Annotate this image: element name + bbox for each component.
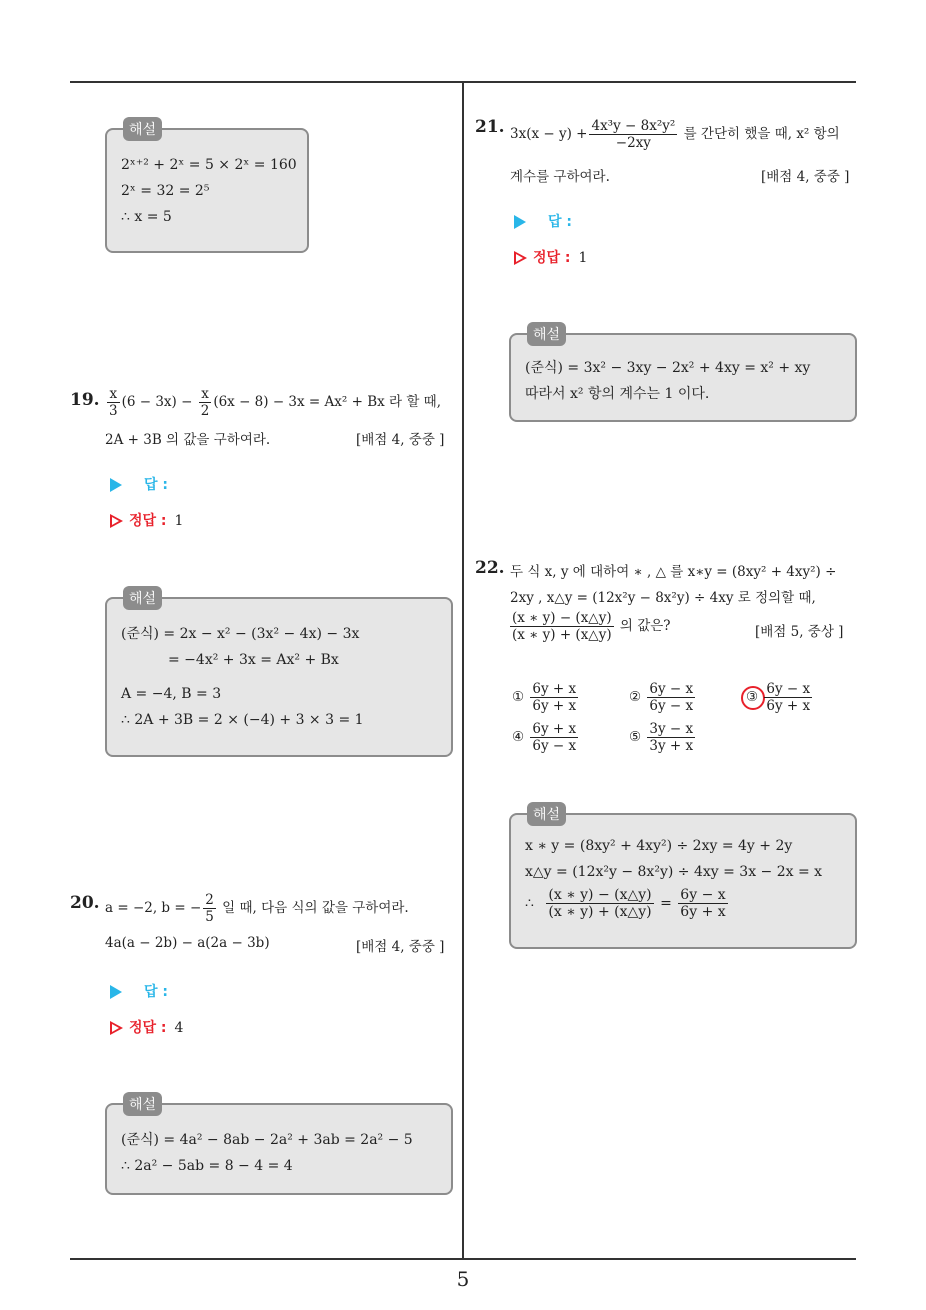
q21-correct-answer: 정답 : 1 (514, 247, 587, 267)
q21-solution-body (525, 355, 810, 407)
q20-line2: 4a(a − 2b) − a(2a − 3b) (105, 935, 270, 951)
solution-tag: 해설 (527, 322, 566, 346)
q22-number: 22. (475, 558, 505, 578)
q20-answer-field[interactable]: 답 : (110, 981, 168, 1001)
option-5[interactable]: ⑤ $\frac{3y - x}{3y + x}$ (629, 721, 694, 754)
q20-line1: a = −2, b = − $\frac{2}{5}$ 일 때, 다음 식의 값을 구하여라. (105, 892, 409, 925)
q22-solution-line: x△y = (12x²y − 8x²y) ÷ 4xy = 3x − 2x = x (525, 864, 823, 880)
q18-solution-body (121, 152, 297, 230)
option-4[interactable]: ④ $\frac{6y + x}{6y - x}$ (512, 721, 577, 754)
q21-number: 21. (475, 117, 505, 137)
q22-solution-body (525, 833, 822, 920)
q21-line2: 계수를 구하여라. (510, 169, 610, 185)
q21-solution-line: (준식) = 3x² − 3xy − 2x² + 4xy = x² + xy (525, 360, 811, 376)
q22-line1: 두 식 x, y 에 대하여 ∗ , △ 를 x∗y = (8xy² + 4xy²) ÷ (510, 564, 837, 580)
q20-solution-line: ∴ 2a² − 5ab = 8 − 4 = 4 (121, 1158, 293, 1174)
q22-solution-line: ∴ $\frac{(x ∗ y) - (x\triangle y)}{(x ∗ y) + (x\triangle y)}$ = $\frac{6y - x}{6y + x}$ (525, 887, 726, 920)
column-divider (462, 82, 464, 1259)
q18-solution-line: 2ˣ⁺² + 2ˣ = 5 × 2ˣ = 160 (121, 157, 297, 173)
q21-solution-line: 따라서 x² 항의 계수는 1 이다. (525, 386, 710, 402)
solution-tag: 해설 (123, 1092, 162, 1116)
outline-triangle-icon (110, 514, 123, 528)
q21-frac: $\frac{\text{4x³y − 8x²y²}}{-2xy}$ (591, 118, 676, 151)
q20-correct-answer: 정답 : 4 (110, 1017, 183, 1037)
q20-solution-line: (준식) = 4a² − 8ab − 2a² + 3ab = 2a² − 5 (121, 1132, 413, 1148)
q19-frac2: $\frac{x}{2}$ (200, 386, 210, 419)
outline-triangle-icon (514, 251, 527, 265)
q22-solution-line: x ∗ y = (8xy² + 4xy²) ÷ 2xy = 4y + 2y (525, 838, 793, 854)
outline-triangle-icon (110, 1021, 123, 1035)
q20-score-mark: [배점 4, 중중 ] (356, 939, 445, 955)
q22-solution-box (509, 807, 857, 949)
q19-solution-line: A = −4, B = 3 (121, 686, 222, 702)
solution-tag: 해설 (527, 802, 566, 826)
solution-tag: 해설 (123, 586, 162, 610)
play-triangle-icon (110, 985, 122, 999)
q22-frac: $\frac{(x ∗ y) - (x\triangle y)}{(x ∗ y) + (x\triangle y)}$ (512, 610, 612, 643)
q19-solution-line: = −4x² + 3x = Ax² + Bx (168, 652, 339, 668)
q19-score-mark: [배점 4, 중중 ] (356, 432, 445, 448)
q19-solution-body (121, 621, 364, 733)
q21-line1: 3x(x − y) + $\frac{\text{4x³y − 8x²y²}}{-2xy}$ 를 간단히 했을 때, x² 항의 (510, 118, 840, 151)
q22-score-mark: [배점 5, 중상 ] (755, 624, 844, 640)
q19-line1: $\frac{x}{3}$ (6 − 3x) − $\frac{x}{2}$ (6x − 8) − 3x = Ax² + Bx 라 할 때, (109, 386, 442, 419)
q18-solution-box (105, 122, 309, 253)
q22-line3: $\frac{(x ∗ y) - (x\triangle y)}{(x ∗ y) + (x\triangle y)}$ 의 값은? (512, 610, 671, 643)
q18-solution-line: ∴ x = 5 (121, 209, 172, 225)
play-triangle-icon (110, 478, 122, 492)
solution-tag: 해설 (123, 117, 162, 141)
option-2[interactable]: ② $\frac{6y - x}{6y - x}$ (629, 681, 694, 714)
q20-solution-box (105, 1097, 453, 1195)
q18-solution-line: 2ˣ = 32 = 2⁵ (121, 183, 210, 199)
q19-correct-answer: 정답 : 1 (110, 510, 183, 530)
q22-line2: 2xy , x△y = (12x²y − 8x²y) ÷ 4xy 로 정의할 때, (510, 590, 816, 606)
q21-answer-field[interactable]: 답 : (514, 211, 572, 231)
q19-number: 19. (70, 390, 100, 410)
q19-solution-line: (준식) = 2x − x² − (3x² − 4x) − 3x (121, 626, 360, 642)
bottom-rule (70, 1258, 856, 1260)
option-1[interactable]: ① $\frac{6y + x}{6y + x}$ (512, 681, 577, 714)
q20-number: 20. (70, 893, 100, 913)
q19-frac1: $\frac{x}{3}$ (109, 386, 118, 419)
page-number: 5 (456, 1267, 470, 1291)
q20-solution-body (121, 1127, 413, 1179)
q19-solution-box (105, 591, 453, 757)
q21-score-mark: [배점 4, 중중 ] (761, 169, 850, 185)
q19-answer-field[interactable]: 답 : (110, 474, 168, 494)
play-triangle-icon (514, 215, 526, 229)
q19-solution-line: ∴ 2A + 3B = 2 × (−4) + 3 × 3 = 1 (121, 712, 364, 728)
q21-solution-box (509, 327, 857, 422)
option-3[interactable]: ③ $\frac{6y - x}{6y + x}$ (746, 681, 811, 714)
q20-frac: $\frac{2}{5}$ (205, 892, 214, 925)
q19-line2: 2A + 3B 의 값을 구하여라. (105, 432, 271, 448)
